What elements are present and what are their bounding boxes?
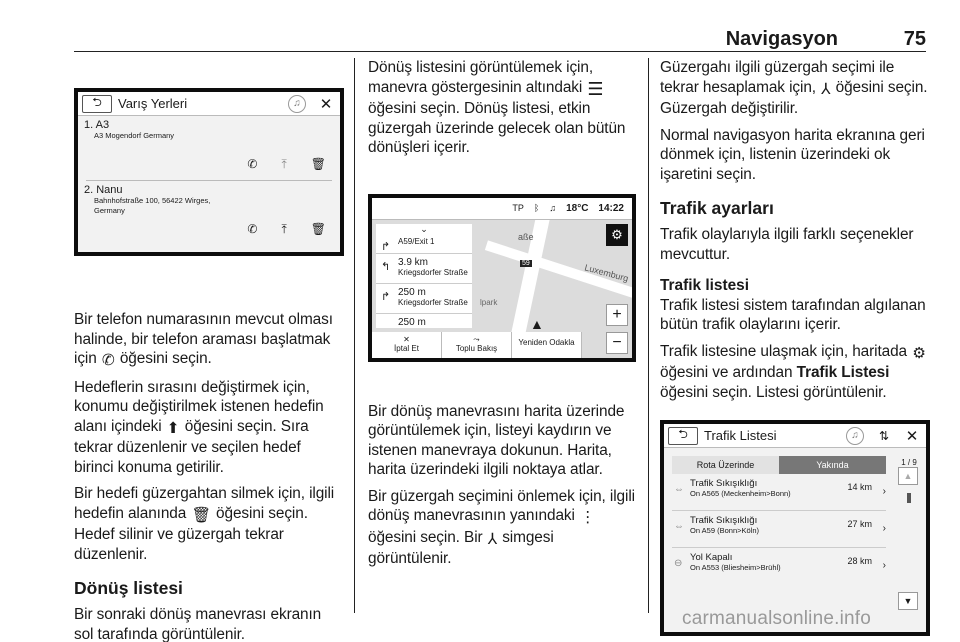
subsection-heading: Trafik listesi [660,277,749,294]
phone-icon: ✆ [247,222,258,236]
back-icon: ⮌ [82,95,112,113]
bluetooth-icon: ᛒ [533,203,540,213]
paragraph: Bir telefon numarasının mevcut olması halinde, bir telefon araması başlatmak için ✆ öğesini seçin. [74,311,333,369]
map-button-bar [372,332,582,358]
chevron-right-icon: › [882,486,886,497]
destinations-screenshot [74,88,344,256]
close-icon: ✕ [905,427,919,445]
tab-on-route: Rota Üzerinde [672,456,779,474]
turn-list-screenshot [368,194,636,362]
map: aße Luxemburg lpark 59 ▲ [372,198,632,358]
section-heading: Trafik ayarları [660,198,774,218]
zoom-out-icon: − [606,332,628,354]
column-divider [354,58,355,613]
paragraph: Hedeflerin sırasını değiştirmek için, konumu değiştirilmek istenen hedefin alanı içindeki ⬆ öğesini seçin. Sıra tekrar düzenlenir ve seçilen hedef birinci konuma getirilir. [74,378,324,476]
scroll-up-icon: ▲ [898,467,918,485]
section-heading: Dönüş listesi [74,578,183,598]
destination-item: 2. Nanu Bahnhofstraße 100, 56422 Wirges, Germany ✆ ⤒ 🗑 [84,184,326,236]
paragraph: Trafik listesine ulaşmak için, haritada ⚙ öğesini ve ardından Trafik Listesi öğesini seçin. Listesi görüntülenir. [660,342,926,401]
turn-list: ⌄ ↱ A59/Exit 1 ↰ 3.9 km Kriegsdorfer Straße ↱ 250 m Kriegsdorfer Straße 250 m [376,224,472,328]
traffic-jam-icon: ⇔ [674,484,684,495]
column-divider [648,58,649,613]
phone-icon: ✆ [101,352,115,369]
chevron-down-icon: ⌄ [420,223,428,234]
paragraph: Bir güzergah seçimini önlemek için, ilgili dönüş manevrasının yanındaki ⋮ öğesini seçin. Bir ⅄ simgesi görüntülenir. [368,487,635,567]
paragraph: Trafik listesi sistem tarafından algılanan bütün trafik olaylarını içerir. [660,296,926,333]
paragraph: Normal navigasyon harita ekranına geri dönmek için, listenin üzerindeki ok işaretini seçin. [660,126,925,183]
tab-nearby: Yakında [779,456,886,474]
column-2 [368,58,638,576]
gear-icon: ⚙ [912,344,926,362]
page-header [74,0,926,52]
list-icon: ☰ [587,78,604,99]
road-closed-icon: ⊖ [674,558,683,569]
trash-icon: 🗑 [310,157,326,171]
status-bar: TP ᛒ ♫ 18°C 14:22 [372,198,632,220]
paragraph: Güzergahı ilgili güzergah seçimi ile tekrar hesaplamak için, ⅄ öğesini seçin. Güzergah değiştirilir. [660,59,928,117]
sort-icon: ⇅ [878,428,890,443]
screen-title: Varış Yerleri [118,96,188,111]
music-icon: ♫ [288,95,306,113]
list-item: ⇔ Trafik Sıkışıklığı On A59 (Bonn>Köln) 27 km › [672,515,886,548]
column-3 [660,58,930,636]
paragraph: Bir hedefi güzergahtan silmek için, ilgili hedefin alanında 🗑 öğesini seçin. Hedef silinir ve güzergah tekrar düzenlenir. [74,485,335,563]
column-1 [74,58,344,642]
paragraph: Trafik olaylarıyla ilgili farklı seçenekler mevcuttur. [660,226,914,263]
avoid-route-icon: ⅄ [487,530,498,548]
close-icon: ✕ [319,95,333,113]
chevron-right-icon: › [882,523,886,534]
page-title: Navigasyon [725,28,838,50]
music-icon: ♫ [549,203,557,213]
traffic-tabs [672,456,886,474]
screen-title: Trafik Listesi [704,428,777,443]
phone-icon: ✆ [247,157,258,171]
gear-icon: ⚙ [606,224,628,246]
destination-item: 1. A3 A3 Mogendorf Germany ✆ ⤒ 🗑 [84,119,326,171]
paragraph: Bir sonraki dönüş manevrası ekranın sol tarafında görüntülenir. [74,606,322,642]
overview-button: ⤳ Toplu Bakış [442,332,512,358]
zoom-in-icon: + [606,304,628,326]
avoid-route-icon: ⅄ [821,80,831,98]
traffic-list-screenshot [660,420,930,636]
music-icon: ♫ [846,427,864,445]
page-number: 75 [903,28,926,50]
watermark: carmanualsonline.info [682,608,872,629]
move-up-icon: ⬆ [166,419,180,437]
cancel-button: ✕ İptal Et [372,332,442,358]
more-vertical-icon: ⋮ [580,509,596,526]
paragraph: Dönüş listesini görüntülemek için, manevra göstergesinin altındaki ☰ öğesini seçin. Dönüş listesi, etkin güzergah üzerinde gelecek olan bütün dönüşleri içerir. [368,59,626,156]
position-arrow-icon: ▲ [530,315,544,332]
scroll-down-icon: ▼ [898,592,918,610]
paragraph: Bir dönüş manevrasını harita üzerinde görüntülemek için, listeyi kaydırın ve istenen manevraya dokunun. Harita, harita üzerindeki ilgili noktaya atlar. [368,402,625,478]
trash-icon: 🗑 [191,506,211,524]
trash-icon: 🗑 [310,222,326,236]
list-item: ⇔ Trafik Sıkışıklığı On A565 (Meckenheim>Bonn) 14 km › [672,478,886,511]
back-icon: ⮌ [668,427,698,445]
scrollbar: 1 / 9 ▲ ▼ [898,458,920,610]
traffic-jam-icon: ⇔ [674,521,684,532]
list-item: ⊖ Yol Kapalı On A553 (Bliesheim>Brühl) 28 km › [674,552,886,572]
chevron-right-icon: › [882,560,886,571]
move-up-icon: ⤒ [281,222,287,236]
move-up-icon: ⤒ [281,157,287,171]
recenter-button: Yeniden Odakla [512,332,582,358]
